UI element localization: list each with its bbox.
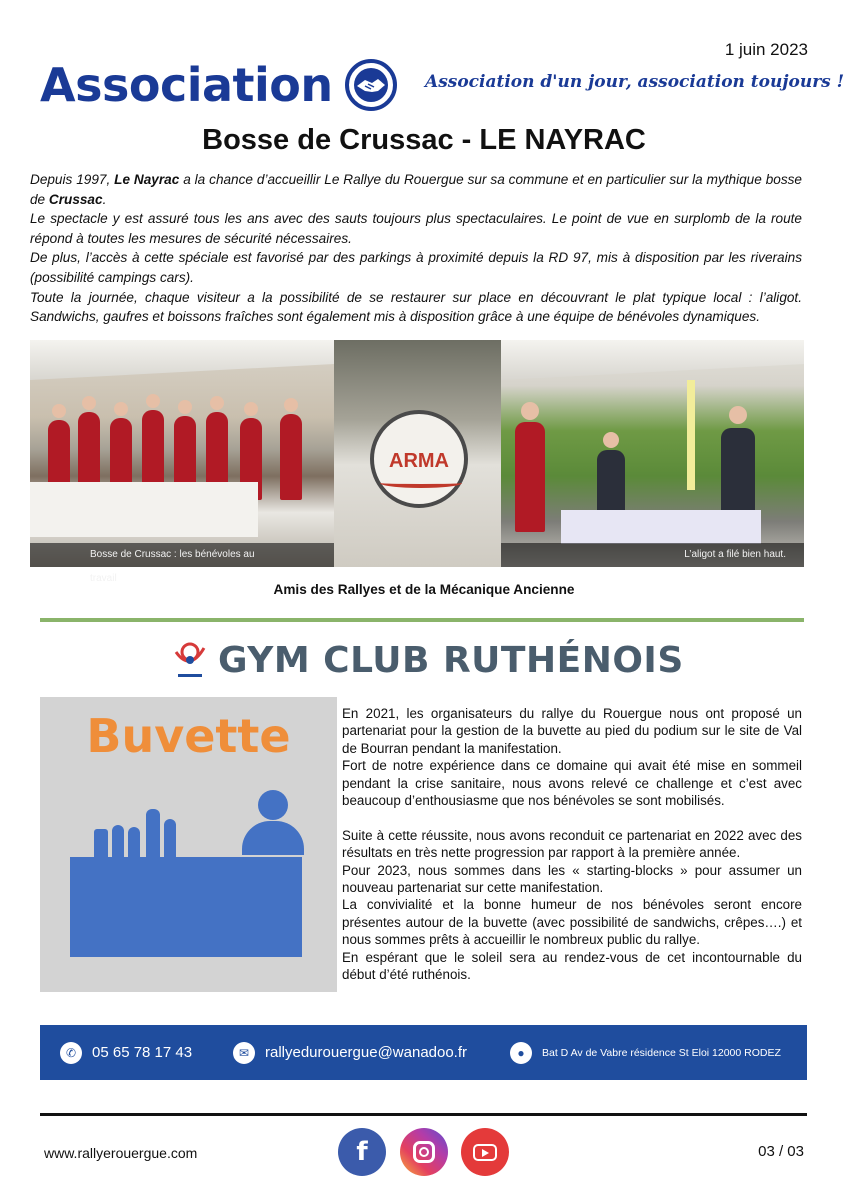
jar-icon bbox=[94, 829, 108, 857]
email-address: rallyedurouergue@wanadoo.fr bbox=[265, 1044, 468, 1061]
gym-title: GYM CLUB RUTHÉNOIS bbox=[218, 639, 684, 681]
brand bbox=[40, 58, 397, 112]
article-title: Bosse de Crussac - LE NAYRAC bbox=[202, 124, 646, 156]
barman-body-icon bbox=[242, 821, 304, 855]
intro-paragraph: De plus, l’accès à cette spéciale est favorisé par des parkings à proximité depuis la RD 97, mis à disposition par les riverains (possibilité campings cars). bbox=[30, 250, 802, 285]
gym-club-logo-icon bbox=[170, 638, 210, 682]
table-cloth bbox=[561, 510, 761, 544]
barman-head-icon bbox=[258, 790, 288, 820]
person-head bbox=[244, 402, 258, 416]
contact-address bbox=[510, 1025, 781, 1080]
buvette-title: Buvette bbox=[86, 709, 291, 763]
person-figure bbox=[280, 414, 302, 500]
bar-counter bbox=[70, 857, 302, 957]
bottle-icon bbox=[164, 819, 176, 857]
person-head bbox=[178, 400, 192, 414]
gym-paragraph: La convivialité et la bonne humeur de nos bénévoles seront encore présentes autour de la buvette (avec possibilité de sandwichs, crêpes….) et nous sommes prêts à accueillir le nombreux public du rallye. bbox=[342, 897, 802, 948]
photo-arma-logo bbox=[334, 340, 501, 567]
gym-heading bbox=[170, 638, 684, 682]
intro-paragraph: Toute la journée, chaque visiteur a la possibilité de se restaurer sur place en découvrant le plat typique local : l’aligot. Sandwichs, gaufres et boissons fraîches sont également mis à disposition grâce à une équipe de bénévoles dynamiques. bbox=[30, 289, 802, 325]
instagram-icon[interactable] bbox=[400, 1128, 448, 1176]
person-head bbox=[210, 396, 224, 410]
glass-icon bbox=[112, 825, 124, 857]
arma-logo-text: ARMA bbox=[389, 450, 449, 472]
arma-logo bbox=[370, 410, 468, 508]
facebook-icon[interactable]: f bbox=[338, 1128, 386, 1176]
gym-text bbox=[342, 705, 802, 983]
person-head bbox=[146, 394, 160, 408]
mail-icon: ✉ bbox=[233, 1042, 255, 1064]
gym-paragraph: Pour 2023, nous sommes dans les « starting-blocks » pour assumer un nouveau partenariat sur cette manifestation. bbox=[342, 862, 802, 896]
bottle-icon bbox=[146, 809, 160, 857]
photo-caption-left: Bosse de Crussac : les bénévoles au travail bbox=[30, 543, 334, 567]
slogan: Association d'un jour, association toujours ! bbox=[425, 72, 845, 92]
gym-paragraph: Fort de notre expérience dans ce domaine qui avait été mise en sommeil pendant la crise sanitaire, nous avons relevé ce challenge et c’est avec beaucoup d’enthousiasme que nos bénévoles se sont mobilisés. bbox=[342, 758, 802, 809]
person-head bbox=[603, 432, 619, 448]
gym-paragraph: Suite à cette réussite, nous avons reconduit ce partenariat en 2022 avec des résultats en très nette progression par rapport à la première année. bbox=[342, 827, 802, 861]
intro-paragraph: Le spectacle y est assuré tous les ans avec des sauts toujours plus spectaculaires. Le point de vue en surplomb de la route répond à toutes les mesures de sécurité nécessaires. bbox=[30, 211, 802, 246]
section-divider bbox=[40, 618, 804, 622]
person-head bbox=[284, 398, 298, 412]
person-head bbox=[114, 402, 128, 416]
date: 1 juin 2023 bbox=[724, 40, 808, 59]
intro-paragraph: Depuis 1997, Le Nayrac a la chance d’accueillir Le Rallye du Rouergue sur sa commune et en particulier sur la mythique bosse de Crussac. bbox=[30, 172, 802, 207]
website-link[interactable]: www.rallyerouergue.com bbox=[44, 1145, 198, 1161]
glass-icon bbox=[128, 827, 140, 857]
wrench-swoosh-icon bbox=[380, 478, 462, 488]
person-head bbox=[729, 406, 747, 424]
location-pin-icon: ● bbox=[510, 1042, 532, 1064]
paragraph-gap bbox=[342, 809, 802, 826]
photo-aligot bbox=[501, 340, 804, 567]
postal-address: Bat D Av de Vabre résidence St Eloi 12000 RODEZ bbox=[542, 1046, 781, 1059]
tent-roof bbox=[501, 340, 804, 380]
person-head bbox=[52, 404, 66, 418]
buvette-illustration bbox=[40, 697, 337, 992]
photo-strip bbox=[30, 340, 804, 584]
photo-caption-right: L’aligot a filé bien haut. bbox=[501, 543, 804, 567]
person-head bbox=[521, 402, 539, 420]
gym-paragraph: En 2021, les organisateurs du rallye du Rouergue nous ont proposé un partenariat pour la gestion de la buvette au pied du podium sur le site de Val de Bourran pendant la manifestation. bbox=[342, 706, 802, 756]
contact-bar bbox=[40, 1025, 807, 1080]
contact-phone[interactable] bbox=[60, 1025, 192, 1080]
phone-number: 05 65 78 17 43 bbox=[92, 1044, 193, 1061]
youtube-icon[interactable] bbox=[461, 1128, 509, 1176]
intro-text bbox=[30, 170, 802, 327]
person-figure bbox=[515, 422, 545, 532]
handshake-icon bbox=[345, 59, 397, 111]
gym-paragraph: En espérant que le soleil sera au rendez-vous de cet incontournable du début d’été ruthénois. bbox=[342, 949, 802, 983]
photo-volunteers bbox=[30, 340, 334, 584]
contact-email[interactable] bbox=[233, 1025, 467, 1080]
tent-roof bbox=[30, 340, 334, 380]
brand-title: Association bbox=[40, 58, 333, 112]
photos-caption: Amis des Rallyes et de la Mécanique Ancienne bbox=[273, 582, 575, 597]
person-head bbox=[82, 396, 96, 410]
phone-icon: ✆ bbox=[60, 1042, 82, 1064]
aligot-strand bbox=[687, 380, 695, 490]
table-cloth bbox=[30, 482, 258, 537]
footer-rule bbox=[40, 1113, 807, 1116]
page-number: 03 / 03 bbox=[758, 1143, 804, 1160]
